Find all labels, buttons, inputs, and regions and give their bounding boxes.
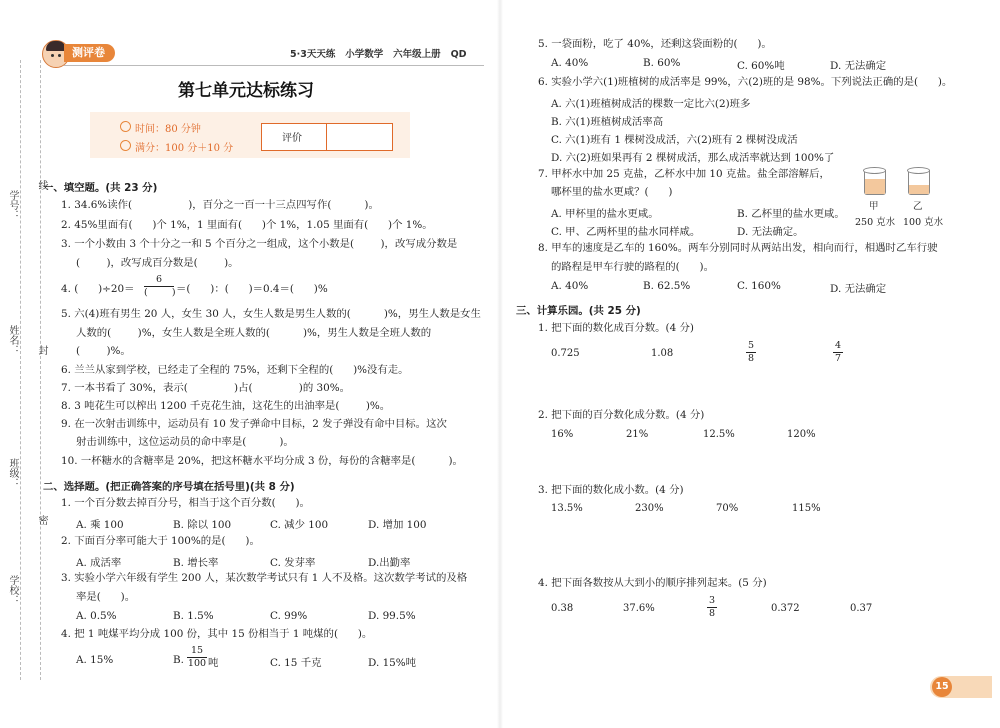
evaluation-label: 评价 <box>282 133 302 144</box>
fill-q6: 6. 兰兰从家到学校，已经走了全程的 75%，还剩下全程的( )%没有走。 <box>61 364 409 376</box>
fill-q3-line2: ( )，改写成百分数是( )。 <box>76 257 239 269</box>
calc-q1-frac1-num: 5 <box>747 340 755 351</box>
choice-q5-option-c[interactable]: C. 60%吨 <box>737 60 785 72</box>
cut-line-label: 线 <box>36 180 47 190</box>
choice-q2-option-c[interactable]: C. 发芽率 <box>270 557 316 569</box>
cup-b-label: 乙 <box>913 201 923 212</box>
choice-q3-option-c[interactable]: C. 99% <box>270 610 308 622</box>
choice-q3-option-b[interactable]: B. 1.5% <box>173 610 214 622</box>
check-icon <box>120 140 131 151</box>
calc-q1-fraction-2 <box>833 341 843 364</box>
margin-line-1 <box>20 60 21 680</box>
choice-q8-option-a[interactable]: A. 40% <box>551 280 589 292</box>
fill-q4-part1: 4. ( )÷20＝ <box>61 283 135 295</box>
cup-b-water: 100 克水 <box>903 217 944 228</box>
fill-q4-part2: ＝( )：( )＝0.4＝( )% <box>176 283 328 295</box>
choice-q4-option-b-letter: B. <box>173 654 184 666</box>
time-limit: 时间：80 分钟 <box>135 124 201 135</box>
calc-q2: 2. 把下面的百分数化成分数。(4 分) <box>538 409 705 421</box>
choice-q6-option-c[interactable]: C. 六(1)班有 1 棵树没成活，六(2)班有 2 棵树没成活 <box>551 134 798 146</box>
choice-q1-option-b[interactable]: B. 除以 100 <box>173 519 232 531</box>
fill-q9-line2: 射击训练中，这位运动员的命中率是( )。 <box>76 436 294 448</box>
choice-q1-option-a[interactable]: A. 乘 100 <box>76 519 124 531</box>
choice-q8-line1: 8. 甲车的速度是乙车的 160%。两车分别同时从两站出发，相向而行，相遇时乙车行驶 <box>538 242 938 254</box>
calc-q3-value-3: 70% <box>716 503 739 514</box>
choice-q2-option-b[interactable]: B. 增长率 <box>173 557 219 569</box>
choice-q1-option-c[interactable]: C. 减少 100 <box>270 519 329 531</box>
calc-q2-value-3: 12.5% <box>703 429 735 440</box>
choice-q4-option-b-fraction <box>187 646 207 669</box>
full-score: 满分：100 分＋10 分 <box>135 143 234 154</box>
calc-q3-value-1: 13.5% <box>551 503 583 514</box>
fill-q1: 1. 34.6%读作( )，百分之一百一十三点四写作( )。 <box>61 199 379 211</box>
choice-q5-option-d[interactable]: D. 无法确定 <box>830 60 887 72</box>
choice-q3-line1: 3. 实验小学六年级有学生 200 人，某次数学考试只有 1 人不及格。这次数学考试的及格 <box>61 572 468 584</box>
choice-q3-line2: 率是( )。 <box>76 591 136 603</box>
fill-q5-line1: 5. 六(4)班有男生 20 人，女生 30 人，女生人数是男生人数的( )%，男生人数是女生 <box>61 308 481 320</box>
choice-q8-line2: 的路程是甲车行驶的路程的( )。 <box>551 261 715 273</box>
seal-label: 封 <box>36 345 47 355</box>
fill-q9-line1: 9. 在一次射击训练中，运动员有 10 发子弹命中目标，2 发子弹没有命中目标。这次 <box>61 418 447 430</box>
choice-q4-option-b-num: 15 <box>190 645 204 656</box>
name-label: 姓名： <box>7 325 18 355</box>
page-number: 15 <box>932 677 952 697</box>
student-id-label: 学号： <box>7 190 18 220</box>
choice-q6-option-b[interactable]: B. 六(1)班植树成活率高 <box>551 116 664 128</box>
calc-q1-frac2-den: 7 <box>834 353 842 364</box>
fill-q10: 10. 一杯糖水的含糖率是 20%，把这杯糖水平均分成 3 份，每份的含糖率是( )。 <box>61 455 463 467</box>
choice-q7-option-b[interactable]: B. 乙杯里的盐水更咸。 <box>737 208 845 220</box>
choice-q6-option-d[interactable]: D. 六(2)班如果再有 2 棵树成活，那么成活率就达到 100%了 <box>551 152 835 164</box>
fill-q5-line3: ( )%。 <box>76 345 131 357</box>
choice-q4-option-b-unit: 吨 <box>208 657 219 669</box>
fill-q7: 7. 一本书看了 30%，表示( )占( )的 30%。 <box>61 382 351 394</box>
choice-q4: 4. 把 1 吨煤平均分成 100 份，其中 15 份相当于 1 吨煤的( )。 <box>61 628 373 640</box>
choice-q3-option-d[interactable]: D. 99.5% <box>368 610 416 622</box>
choice-q3-option-a[interactable]: A. 0.5% <box>76 610 117 622</box>
calc-q1-fraction-1 <box>746 341 756 364</box>
calc-q3: 3. 把下面的数化成小数。(4 分) <box>538 484 684 496</box>
section-1-title: 一、填空题。(共 23 分) <box>43 182 158 194</box>
choice-q2: 2. 下面百分率可能大于 100%的是( )。 <box>61 535 260 547</box>
choice-q2-option-d[interactable]: D.出勤率 <box>368 557 411 569</box>
calc-q4-value-2: 37.6% <box>623 603 655 614</box>
choice-q8-option-d[interactable]: D. 无法确定 <box>830 283 887 295</box>
badge-label: 测评卷 <box>64 44 115 62</box>
fill-q4-fraction-den: ( ) <box>144 287 176 298</box>
calc-q1-value-1: 0.725 <box>551 348 580 359</box>
page-fold <box>497 0 503 728</box>
school-label: 学校： <box>7 575 18 605</box>
cup-b-rim <box>907 167 930 174</box>
choice-q4-option-d[interactable]: D. 15%吨 <box>368 657 417 669</box>
calc-q4-frac-num: 3 <box>708 595 716 606</box>
fill-q4-fraction <box>144 275 174 298</box>
fill-q8: 8. 3 吨花生可以榨出 1200 千克花生油，这花生的出油率是( )%。 <box>61 400 391 412</box>
choice-q7-line1: 7. 甲杯水中加 25 克盐，乙杯水中加 10 克盐。盐全部溶解后， <box>538 168 830 180</box>
section-3-title: 三、计算乐园。(共 25 分) <box>516 305 641 317</box>
cup-a-label: 甲 <box>869 201 879 212</box>
calc-q2-value-4: 120% <box>787 429 816 440</box>
choice-q7-option-c[interactable]: C. 甲、乙两杯里的盐水同样咸。 <box>551 226 701 238</box>
choice-q4-option-b[interactable] <box>173 654 184 666</box>
choice-q6: 6. 实验小学六(1)班植树的成活率是 99%，六(2)班的是 98%。下列说法正确的是( )。 <box>538 76 953 88</box>
page-title: 第七单元达标练习 <box>178 81 314 101</box>
fill-q4-fraction-num: 6 <box>155 274 163 285</box>
choice-q1-option-d[interactable]: D. 增加 100 <box>368 519 427 531</box>
calc-q3-value-2: 230% <box>635 503 664 514</box>
calc-q1-frac2-num: 4 <box>834 340 842 351</box>
calc-q4-value-3: 0.372 <box>771 603 800 614</box>
choice-q5-option-a[interactable]: A. 40% <box>551 57 589 69</box>
choice-q4-option-b-den: 100 <box>187 658 207 669</box>
choice-q6-option-a[interactable]: A. 六(1)班植树成活的棵数一定比六(2)班多 <box>551 98 751 110</box>
choice-q1: 1. 一个百分数去掉百分号，相当于这个百分数( )。 <box>61 497 310 509</box>
header-rule <box>64 65 484 66</box>
calc-q2-value-2: 21% <box>626 429 649 440</box>
fill-q2: 2. 45%里面有( )个 1%，1 里面有( )个 1%，1.05 里面有( )个 1%。 <box>61 219 433 231</box>
calc-q2-value-1: 16% <box>551 429 574 440</box>
margin-line-2 <box>40 60 41 680</box>
choice-q4-option-a[interactable]: A. 15% <box>76 654 114 666</box>
clock-icon <box>120 121 131 132</box>
fill-q5-line2: 人数的( )%，女生人数是全班人数的( )%，男生人数是全班人数的 <box>76 327 432 339</box>
calc-q4-frac-den: 8 <box>708 608 716 619</box>
section-2-title: 二、选择题。(把正确答案的序号填在括号里)(共 8 分) <box>43 481 295 493</box>
cup-a-water: 250 克水 <box>855 217 896 228</box>
choice-q8-option-b[interactable]: B. 62.5% <box>643 280 691 292</box>
cup-a-rim <box>863 167 886 174</box>
series-info: 5·3天天练 小学数学 六年级上册 QD <box>290 49 467 60</box>
choice-q5-option-b[interactable]: B. 60% <box>643 57 681 69</box>
calc-q1-value-2: 1.08 <box>651 348 674 359</box>
choice-q8-option-c[interactable]: C. 160% <box>737 280 781 292</box>
class-label: 班级： <box>7 458 18 488</box>
choice-q7-option-a[interactable]: A. 甲杯里的盐水更咸。 <box>551 208 659 220</box>
calc-q3-value-4: 115% <box>792 503 821 514</box>
calc-q1-frac1-den: 8 <box>747 353 755 364</box>
calc-q4-fraction <box>707 596 717 619</box>
calc-q4: 4. 把下面各数按从大到小的顺序排列起来。(5 分) <box>538 577 767 589</box>
secret-label: 密 <box>36 515 47 525</box>
calc-q4-value-4: 0.37̇ <box>850 603 873 614</box>
choice-q2-option-a[interactable]: A. 成活率 <box>76 557 122 569</box>
choice-q7-line2: 哪杯里的盐水更咸？( ) <box>551 186 673 198</box>
fill-q3-line1: 3. 一个小数由 3 个十分之一和 5 个百分之一组成，这个小数是( )，改写成分数是 <box>61 238 458 250</box>
choice-q7-option-d[interactable]: D. 无法确定。 <box>737 226 804 238</box>
choice-q4-option-c[interactable]: C. 15 千克 <box>270 657 322 669</box>
calc-q1: 1. 把下面的数化成百分数。(4 分) <box>538 322 694 334</box>
calc-q4-value-1: 0.38 <box>551 603 574 614</box>
evaluation-input[interactable] <box>327 124 390 149</box>
choice-q5: 5. 一袋面粉，吃了 40%，还剩这袋面粉的( )。 <box>538 38 772 50</box>
